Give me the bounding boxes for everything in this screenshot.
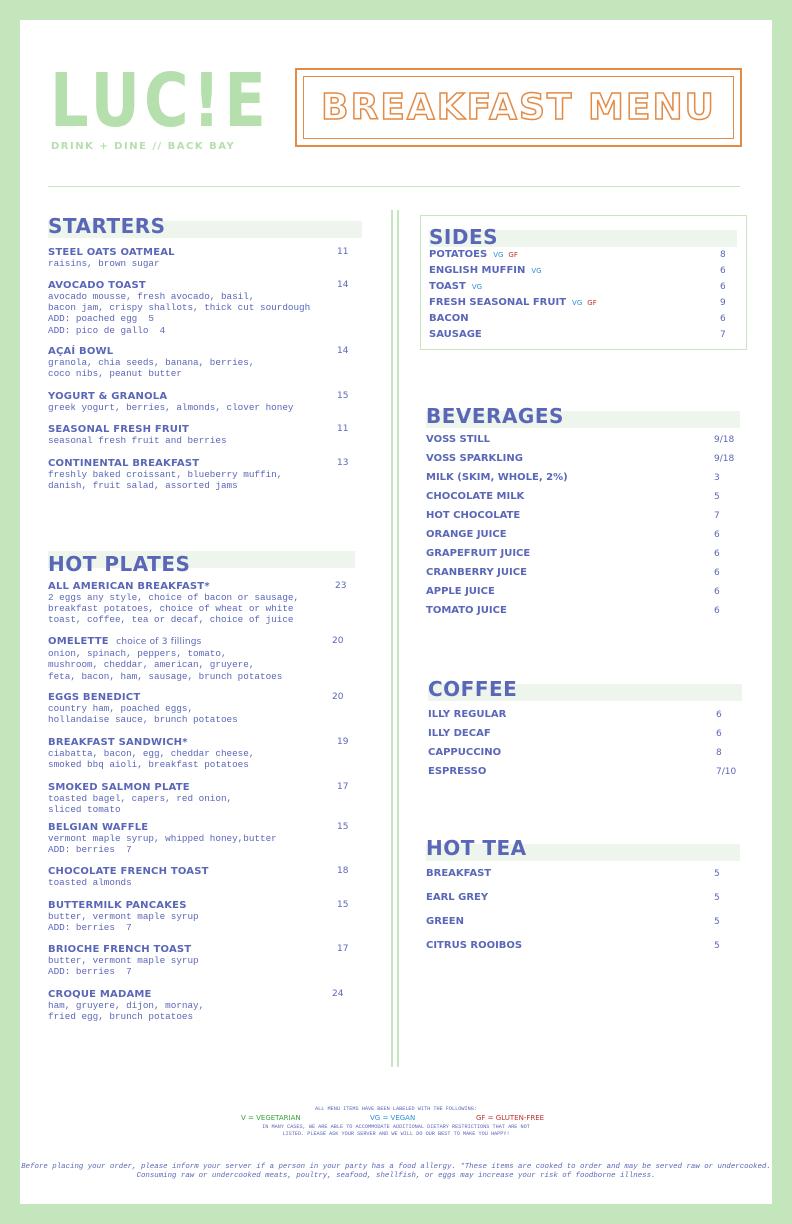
menu-item xyxy=(48,782,348,815)
beverage-item: ORANGE JUICE xyxy=(426,529,507,540)
menu-item xyxy=(48,900,348,933)
tea-price: 5 xyxy=(714,869,720,879)
item-name: CONTINENTAL BREAKFAST xyxy=(48,458,200,469)
tea-item: BREAKFAST xyxy=(426,868,492,879)
legend-vegetarian: V = VEGETARIAN xyxy=(241,1114,301,1122)
item-price: 13 xyxy=(337,458,349,468)
item-name: CHOCOLATE FRENCH TOAST xyxy=(48,866,209,877)
beverage-item: VOSS SPARKLING xyxy=(426,453,523,464)
item-price: 17 xyxy=(337,782,349,792)
menu-item xyxy=(48,280,348,336)
item-price: 11 xyxy=(337,424,349,434)
item-price: 18 xyxy=(337,866,349,876)
item-name: BREAKFAST SANDWICH* xyxy=(48,737,188,748)
tea-item: GREEN xyxy=(426,916,464,927)
beverage-price: 6 xyxy=(714,587,720,597)
item-price: 19 xyxy=(337,737,349,747)
item-name: AÇAÍ BOWL xyxy=(48,346,114,357)
menu-title-inner-frame xyxy=(303,76,734,139)
item-price: 15 xyxy=(337,900,349,910)
beverage-price: 9/18 xyxy=(714,454,735,464)
item-name: CROQUE MADAME xyxy=(48,989,152,1000)
side-price: 6 xyxy=(720,314,726,324)
menu-item xyxy=(48,989,348,1022)
item-note: choice of 3 fillings xyxy=(116,637,202,647)
item-name: BELGIAN WAFFLE xyxy=(48,822,149,833)
item-description: butter, vermont maple syrup ADD: berries 7 xyxy=(48,955,199,978)
vegan-tag: VG xyxy=(531,267,542,275)
item-description: toasted bagel, capers, red onion, sliced tomato xyxy=(48,793,233,816)
beverage-price: 7 xyxy=(714,511,720,521)
item-price: 17 xyxy=(337,944,349,954)
item-description: butter, vermont maple syrup ADD: berries 7 xyxy=(48,911,199,934)
item-price: 23 xyxy=(335,581,347,591)
item-description: 2 eggs any style, choice of bacon or sausage, breakfast potatoes, choice of wheat or white toast, coffee, tea or decaf, choice of juice xyxy=(48,592,300,626)
menu-item xyxy=(48,247,348,269)
side-item: FRESH SEASONAL FRUIT VG GF xyxy=(429,297,597,308)
beverage-item: MILK (SKIM, WHOLE, 2%) xyxy=(426,472,568,483)
item-name: ALL AMERICAN BREAKFAST* xyxy=(48,581,210,592)
menu-item xyxy=(48,346,348,379)
menu-title: BREAKFAST MENU xyxy=(321,87,716,128)
allergy-notice-line-1: Before placing your order, please inform your server if a person in your party has a food allergy. *These items are cooked to order and may be served raw or undercooked. xyxy=(21,1163,771,1171)
item-description: vermont maple syrup, whipped honey,butter ADD: berries 7 xyxy=(48,833,277,856)
side-item: POTATOES VG GF xyxy=(429,249,518,260)
beverage-item: GRAPEFRUIT JUICE xyxy=(426,548,531,559)
menu-item xyxy=(48,692,348,725)
menu-item xyxy=(48,822,348,855)
coffee-price: 8 xyxy=(716,748,722,758)
beverage-price: 6 xyxy=(714,530,720,540)
tea-item: EARL GREY xyxy=(426,892,489,903)
beverage-price: 3 xyxy=(714,473,720,483)
item-name: SMOKED SALMON PLATE xyxy=(48,782,190,793)
menu-item xyxy=(48,458,348,491)
legend-gluten-free: GF = GLUTEN-FREE xyxy=(476,1114,545,1122)
beverage-price: 9/18 xyxy=(714,435,735,445)
coffee-item: CAPPUCCINO xyxy=(428,747,502,758)
legend-note-line-1: IN MANY CASES, WE ARE ABLE TO ACCOMMODATE ADDITIONAL DIETARY RESTRICTIONS THAT ARE NOT xyxy=(262,1124,530,1130)
item-price: 15 xyxy=(337,391,349,401)
coffee-item: ILLY DECAF xyxy=(428,728,491,739)
item-price: 20 xyxy=(332,636,344,646)
beverage-item: APPLE JUICE xyxy=(426,586,495,597)
beverage-price: 6 xyxy=(714,606,720,616)
beverage-item: VOSS STILL xyxy=(426,434,490,445)
brand-tagline: DRINK + DINE // BACK BAY xyxy=(51,141,236,152)
menu-page xyxy=(20,20,772,1204)
item-description: greek yogurt, berries, almonds, clover honey xyxy=(48,402,294,413)
beverage-item: CRANBERRY JUICE xyxy=(426,567,527,578)
item-name: AVOCADO TOAST xyxy=(48,280,146,291)
side-item: BACON xyxy=(429,313,469,324)
item-name: OMELETTE choice of 3 fillings xyxy=(48,636,202,647)
side-item: ENGLISH MUFFIN VG xyxy=(429,265,542,276)
header-divider xyxy=(48,186,740,187)
item-description: granola, chia seeds, banana, berries, coco nibs, peanut butter xyxy=(48,357,255,380)
coffee-price: 7/10 xyxy=(716,767,737,777)
tea-price: 5 xyxy=(714,893,720,903)
beverage-price: 6 xyxy=(714,568,720,578)
menu-item xyxy=(48,581,348,626)
vegan-tag: VG xyxy=(493,251,504,259)
item-price: 14 xyxy=(337,346,349,356)
hot-tea-heading: HOT TEA xyxy=(426,837,527,856)
side-price: 7 xyxy=(720,330,726,340)
item-price: 24 xyxy=(332,989,344,999)
item-description: toasted almonds xyxy=(48,877,132,888)
column-divider-right xyxy=(397,210,399,1067)
tea-price: 5 xyxy=(714,941,720,951)
starters-heading: STARTERS xyxy=(48,215,166,234)
sides-heading: SIDES xyxy=(429,226,498,245)
side-item: SAUSAGE xyxy=(429,329,482,340)
item-price: 15 xyxy=(337,822,349,832)
tea-price: 5 xyxy=(714,917,720,927)
coffee-heading: COFFEE xyxy=(428,678,517,697)
legend-intro: ALL MENU ITEMS HAVE BEEN LABELED WITH THE FOLLOWING: xyxy=(315,1106,477,1112)
beverages-heading: BEVERAGES xyxy=(426,405,564,424)
beverage-item: CHOCOLATE MILK xyxy=(426,491,525,502)
beverage-item: TOMATO JUICE xyxy=(426,605,507,616)
menu-item xyxy=(48,391,348,413)
side-item: TOAST VG xyxy=(429,281,483,292)
coffee-item: ESPRESSO xyxy=(428,766,487,777)
item-price: 14 xyxy=(337,280,349,290)
item-description: avocado mousse, fresh avocado, basil, bacon jam, crispy shallots, thick cut sourdough ADD: poached egg 5 ADD: pico de gallo 4 xyxy=(48,291,311,336)
tea-item: CITRUS ROOIBOS xyxy=(426,940,523,951)
gluten-free-tag: GF xyxy=(587,299,597,307)
item-name: SEASONAL FRESH FRUIT xyxy=(48,424,190,435)
item-description: raisins, brown sugar xyxy=(48,258,160,269)
item-price: 11 xyxy=(337,247,349,257)
menu-item xyxy=(48,944,348,977)
item-name: BRIOCHE FRENCH TOAST xyxy=(48,944,192,955)
item-price: 20 xyxy=(332,692,344,702)
item-name: YOGURT & GRANOLA xyxy=(48,391,168,402)
gluten-free-tag: GF xyxy=(508,251,518,259)
vegan-tag: VG xyxy=(572,299,583,307)
side-price: 6 xyxy=(720,282,726,292)
hot-plates-heading: HOT PLATES xyxy=(48,553,190,572)
coffee-item: ILLY REGULAR xyxy=(428,709,507,720)
legend-vegan: VG = VEGAN xyxy=(370,1114,416,1122)
side-price: 8 xyxy=(720,250,726,260)
side-price: 9 xyxy=(720,298,726,308)
legend-note-line-2: LISTED. PLEASE ASK YOUR SERVER AND WE WILL DO OUR BEST TO MAKE YOU HAPPY! xyxy=(282,1131,510,1137)
menu-item xyxy=(48,424,348,446)
coffee-price: 6 xyxy=(716,729,722,739)
menu-title-frame xyxy=(295,68,742,147)
item-name: EGGS BENEDICT xyxy=(48,692,141,703)
item-description: freshly baked croissant, blueberry muffin, danish, fruit salad, assorted jams xyxy=(48,469,283,492)
side-price: 6 xyxy=(720,266,726,276)
beverage-price: 6 xyxy=(714,549,720,559)
item-description: ciabatta, bacon, egg, cheddar cheese, smoked bbq aioli, breakfast potatoes xyxy=(48,748,255,771)
menu-item xyxy=(48,737,348,770)
item-description: ham, gruyere, dijon, mornay, fried egg, brunch potatoes xyxy=(48,1000,205,1023)
item-name: BUTTERMILK PANCAKES xyxy=(48,900,187,911)
column-divider-left xyxy=(391,210,393,1067)
item-name: STEEL OATS OATMEAL xyxy=(48,247,175,258)
item-description: onion, spinach, peppers, tomato, mushroom, cheddar, american, gruyere, feta, bacon, ham, sausage, brunch potatoes xyxy=(48,648,283,682)
vegan-tag: VG xyxy=(471,283,483,291)
allergy-notice-line-2: Consuming raw or undercooked meats, poultry, seafood, shellfish, or eggs may increase your risk of foodborne illness. xyxy=(136,1172,656,1180)
coffee-price: 6 xyxy=(716,710,722,720)
beverage-price: 5 xyxy=(714,492,720,502)
menu-item xyxy=(48,636,348,682)
item-description: country ham, poached eggs, hollandaise sauce, brunch potatoes xyxy=(48,703,238,726)
brand-logo: LUC!E xyxy=(50,58,270,144)
item-description: seasonal fresh fruit and berries xyxy=(48,435,227,446)
menu-item xyxy=(48,866,348,888)
beverage-item: HOT CHOCOLATE xyxy=(426,510,521,521)
